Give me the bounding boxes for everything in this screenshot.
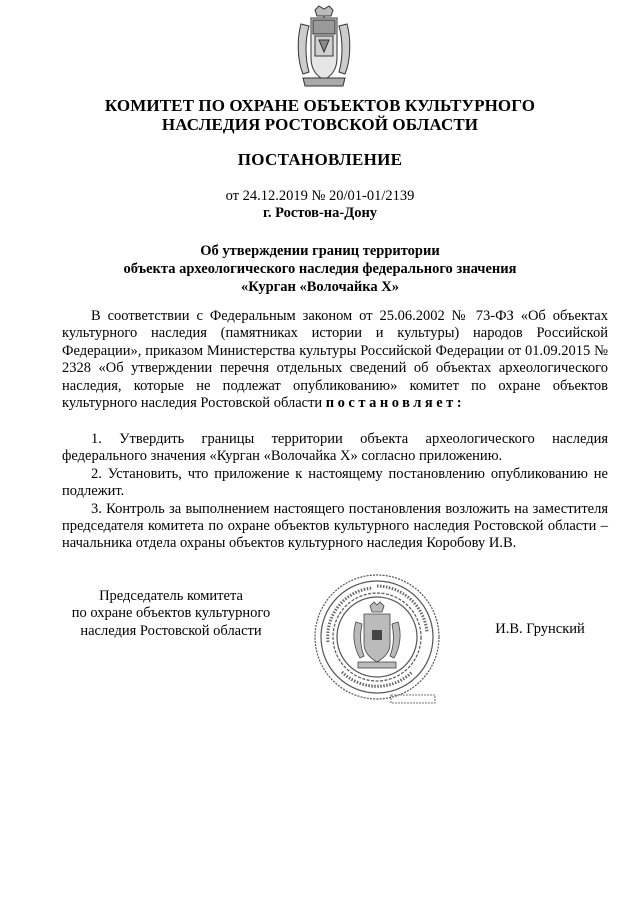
decree-word: постановляет:	[325, 395, 466, 412]
document-subject	[0, 242, 640, 296]
committee-title-line2: НАСЛЕДИЯ РОСТОВСКОЙ ОБЛАСТИ	[161, 115, 479, 134]
official-seal-icon	[312, 572, 442, 702]
resolution-item-2: 2. Установить, что приложение к настоящему постановлению опубликованию не подлежит.	[62, 465, 608, 500]
signatory-title	[60, 588, 282, 640]
committee-title-line1: КОМИТЕТ ПО ОХРАНЕ ОБЪЕКТОВ КУЛЬТУРНОГО	[104, 96, 536, 115]
subject-line3: «Курган «Волочайка Х»	[240, 279, 400, 295]
signatory-title-line1: Председатель комитета	[99, 588, 243, 604]
document-date-number: от 24.12.2019 № 20/01-01/2139	[225, 188, 415, 204]
subject-line1: Об утверждении границ территории	[200, 243, 440, 259]
coat-of-arms-icon	[293, 4, 355, 90]
preamble-paragraph	[62, 308, 608, 412]
resolution-item-1: 1. Утвердить границы территории объекта археологического наследия федерального значения «Курган «Волочайка Х» согласно приложению.	[62, 431, 608, 465]
committee-title	[0, 96, 640, 134]
document-city: г. Ростов-на-Дону	[262, 205, 378, 221]
signatory-name: И.В. Грунский	[495, 621, 585, 637]
signatory-title-line2: по охране объектов культурного	[71, 605, 271, 622]
resolution-item-3: 3. Контроль за выполнением настоящего постановления возложить на заместителя председателя комитета по охране объектов культурного наследия Ростовской области – начальника отдела охраны объектов культурного наследия Коробову И.В.	[62, 500, 608, 552]
signatory-title-line3: наследия Ростовской области	[80, 622, 262, 639]
document-type: ПОСТАНОВЛЕНИЕ	[237, 150, 403, 169]
subject-line2: объекта археологического наследия федерального значения	[123, 261, 517, 277]
resolution-items	[62, 431, 608, 553]
preamble-text: В соответствии с Федеральным законом от 25.06.2002 № 73-ФЗ «Об объектах культурного наследия (памятниках истории и культуры) народов Российской Федерации», приказом Министерства культуры Российской Федерации от 01.09.2015 № 2328 «Об утверждении перечня отдельных сведений об объектах археологического наследия, которые не подлежат опубликованию» комитет по охране объектов культурного наследия Ростовской области	[62, 308, 608, 412]
seal-stamp-mark-icon	[390, 694, 436, 704]
